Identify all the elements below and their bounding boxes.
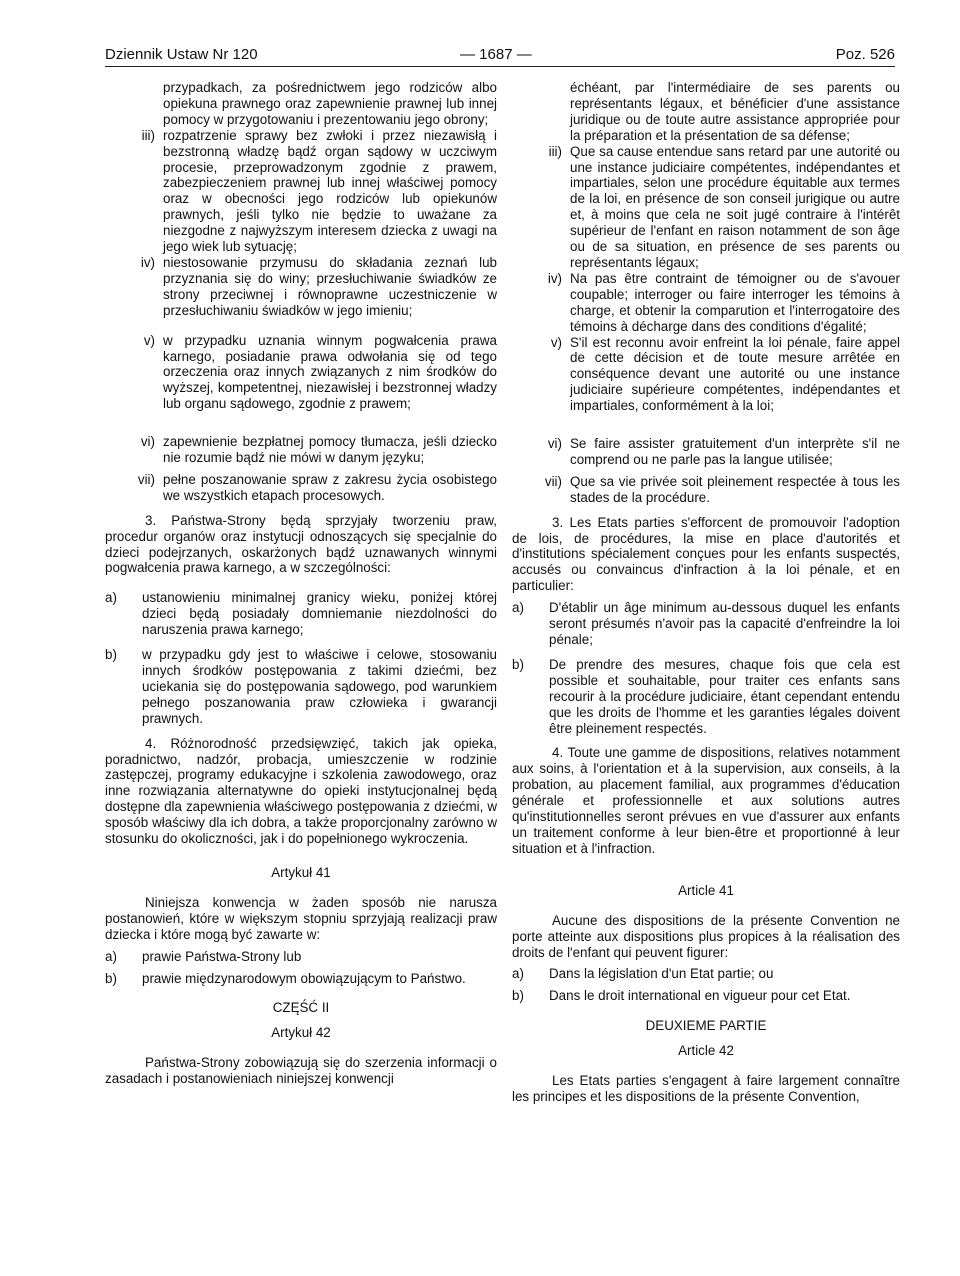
- item-marker: a): [105, 948, 117, 964]
- page-header: [105, 44, 895, 67]
- list-item: [105, 971, 497, 987]
- item-marker: vii): [544, 473, 562, 489]
- french-column: [512, 80, 900, 1105]
- item-text: w przypadku uznania winnym pogwałcenia prawa karnego, posiadanie prawa odwołania się od tego orzeczenia oraz innych związanych z nim środków do wyższej, kompetentnej, niezawisłej i bezstronnej władzy lub organu sądowego, zgodnie z prawem;: [163, 332, 497, 412]
- item-text: zapewnienie bezpłatnej pomocy tłumacza, jeśli dziecko nie rozumie bądź nie mówi w danym języku;: [163, 434, 497, 466]
- list-item: [512, 80, 900, 144]
- list-item: [512, 436, 900, 468]
- paragraph-3: 3. Les Etats parties s'efforcent de promouvoir l'adoption de lois, de procédures, la mise en place d'autorités et d'institutions spécialement conçues pour les enfants suspectés, accusés ou convaincus d'infraction à la loi pénale, et en particulier:: [512, 514, 900, 594]
- list-item: [105, 333, 497, 413]
- list-item: [512, 657, 900, 737]
- item-text: S'il est reconnu avoir enfreint la loi pénale, faire appel de cette décision et de toute mesure arrêtée en conséquence devant une autorité ou une instance judiciaire supérieure compétentes, indépendantes et impartiales, conformément à la loi;: [570, 334, 900, 414]
- list-item: [105, 255, 497, 319]
- item-text: Dans le droit international en vigueur pour cet Etat.: [549, 988, 851, 1004]
- paragraph-3: 3. Państwa-Strony będą sprzyjały tworzeniu praw, procedur organów oraz instytucji odnoszących się specjalnie do dzieci podejrzanych, oskarżonych bądź uznawanych winnymi pogwałcenia prawa karnego, a w szczególności:: [105, 512, 497, 576]
- item-marker: v): [143, 332, 155, 348]
- position-number: Poz. 526: [835, 46, 895, 63]
- item-marker: b): [105, 647, 117, 663]
- article-41-heading: Article 41: [678, 882, 734, 898]
- item-marker: vi): [547, 436, 562, 452]
- item-marker: a): [512, 966, 524, 982]
- paragraph-4: 4. Toute une gamme de dispositions, relatives notamment aux soins, à l'orientation et à la supervision, aux conseils, à la probation, au placement familial, aux programmes d'éducation générale et professionnelle et aux solutions autres qu'institutionnelles seront prévues en vue d'assurer aux enfants un traitement conforme à leur bien-être et proportionné à leur situation et à l'infraction.: [512, 745, 900, 856]
- continued-text: échéant, par l'intermédiaire de ses parents ou représentants légaux, et bénéficier d'une assistance juridique ou de toute autre assistance appropriée pour la préparation et la présentation de sa défense;: [570, 80, 900, 143]
- list-item: [105, 590, 497, 638]
- item-marker: a): [512, 600, 524, 616]
- item-text: pełne poszanowanie spraw z zakresu życia osobistego we wszystkich etapach procesowych.: [163, 471, 497, 503]
- list-item: [105, 949, 497, 965]
- article-42-heading: Article 42: [678, 1043, 734, 1059]
- article-41-text: Aucune des dispositions de la présente Convention ne porte atteinte aux dispositions plus propices à la réalisation des droits de l'enfant qui peuvent figurer:: [512, 912, 900, 960]
- list-item: [512, 474, 900, 506]
- paragraph-4: 4. Różnorodność przedsięwzięć, takich jak opieka, poradnictwo, nadzór, probacja, umieszczenie w rodzinie zastępczej, programy edukacyjne i szkolenia zawodowego, oraz inne rozwiązania alternatywne do opieki instytucjonalnej będą dostępne dla zapewnienia właściwego postępowania z dziećmi, w sposób właściwy dla ich dobra, a także proporcjonalny zarówno w stosunku do okoliczności, jak i do popełnionego wykroczenia.: [105, 735, 497, 847]
- continued-text: przypadkach, za pośrednictwem jego rodziców albo opiekuna prawnego oraz zapewnienie prawnej lub innej pomocy w przygotowaniu i prezentowaniu jego obrony;: [163, 80, 497, 127]
- item-marker: iii): [548, 143, 562, 159]
- item-text: De prendre des mesures, chaque fois que cela est possible et souhaitable, pour traiter ces enfants sans recourir à la procédure judiciaire, étant cependant entendu que les droits de l'homme et les garanties légales doivent être pleinement respectés.: [549, 656, 900, 736]
- item-text: niestosowanie przymusu do składania zeznań lub przyznania się do winy; przesłuchiwanie świadków ze strony przeciwnej i równoprawne uczestniczenie w przesłuchiwaniu świadków w jego imieniu;: [163, 254, 497, 318]
- list-item: [512, 144, 900, 271]
- item-text: w przypadku gdy jest to właściwe i celowe, stosowaniu innych środków postępowania z takimi dziećmi, bez uciekania się do postępowania sądowego, pod warunkiem pełnego poszanowania praw człowieka i gwarancji prawnych.: [142, 647, 497, 726]
- item-marker: iv): [140, 254, 155, 270]
- article-42-heading: Artykuł 42: [271, 1025, 331, 1041]
- article-41-heading: Artykuł 41: [271, 864, 331, 880]
- item-text: prawie międzynarodowym obowiązującym to Państwo.: [142, 970, 466, 986]
- part-heading: CZĘŚĆ II: [272, 1000, 330, 1016]
- item-marker: a): [105, 590, 117, 606]
- item-marker: b): [105, 970, 117, 986]
- article-42-text: Les Etats parties s'engagent à faire largement connaître les principes et les dispositions de la présente Convention,: [512, 1073, 900, 1104]
- journal-title: Dziennik Ustaw Nr 120: [105, 46, 258, 63]
- list-item: [105, 472, 497, 504]
- polish-column: [105, 80, 497, 1087]
- item-text: Dans la législation d'un Etat partie; ou: [549, 966, 774, 982]
- list-item: [105, 80, 497, 128]
- list-item: [105, 128, 497, 255]
- page-number: — 1687 —: [460, 46, 532, 63]
- list-item: [512, 966, 900, 982]
- list-item: [512, 271, 900, 335]
- list-item: [512, 335, 900, 415]
- list-item: [512, 988, 900, 1004]
- item-text: rozpatrzenie sprawy bez zwłoki i przez niezawisłą i bezstronną władzę bądź organ sądowy w uczciwym procesie, przeprowadzonym zgodnie z prawem, zabezpieczeniem prawnej lub innej właściwej pomocy oraz w obecności jego rodziców lub opiekunów prawnych, jeśli tylko nie będzie to uważane za niezgodne z najwyższym interesem dziecka z uwagi na jego wiek lub sytuację;: [163, 127, 497, 255]
- item-marker: v): [550, 334, 562, 350]
- item-marker: vii): [137, 471, 155, 487]
- item-marker: b): [512, 988, 524, 1004]
- item-marker: iv): [547, 270, 562, 286]
- article-41-text: Niniejsza konwencja w żaden sposób nie narusza postanowień, które w większym stopniu sprzyjają realizacji praw dziecka i które mogą być zawarte w:: [105, 894, 497, 942]
- article-42-text: Państwa-Strony zobowiązują się do szerzenia informacji o zasadach i postanowieniach niniejszej konwencji: [105, 1055, 497, 1087]
- item-text: Que sa vie privée soit pleinement respectée à tous les stades de la procédure.: [570, 473, 900, 505]
- item-marker: iii): [141, 127, 155, 143]
- item-text: Na pas être contraint de témoigner ou de s'avouer coupable; interroger ou faire interroger les témoins à charge, et obtenir la comparution et l'interrogatoire des témoins à décharge dans des conditions d'égalité;: [570, 270, 900, 334]
- item-text: ustanowieniu minimalnej granicy wieku, poniżej której dzieci będą posiadały domniemanie niezdolności do naruszenia prawa karnego;: [142, 590, 497, 638]
- item-text: Que sa cause entendue sans retard par une autorité ou une instance judiciaire compétentes, indépendantes et impartiales, selon une procédure équitable aux termes de la loi, en présence de son conseil jurigique ou autre et, à moins que cela ne soit jugé contraire à l'intérêt supérieur de l'enfant en raison notamment de son âge ou de sa situation, en présence de ses parents ou représentants légaux;: [570, 143, 900, 270]
- list-item: [105, 434, 497, 466]
- item-marker: b): [512, 656, 524, 672]
- list-item: [512, 600, 900, 648]
- list-item: [105, 647, 497, 727]
- part-heading: DEUXIEME PARTIE: [645, 1018, 767, 1034]
- item-text: Se faire assister gratuitement d'un interprète s'il ne comprend ou ne parle pas la langue utilisée;: [570, 436, 900, 467]
- item-marker: vi): [140, 434, 155, 450]
- item-text: prawie Państwa-Strony lub: [142, 948, 302, 964]
- item-text: D'établir un âge minimum au-dessous duquel les enfants seront présumés n'avoir pas la capacité d'enfreindre la loi pénale;: [549, 600, 900, 647]
